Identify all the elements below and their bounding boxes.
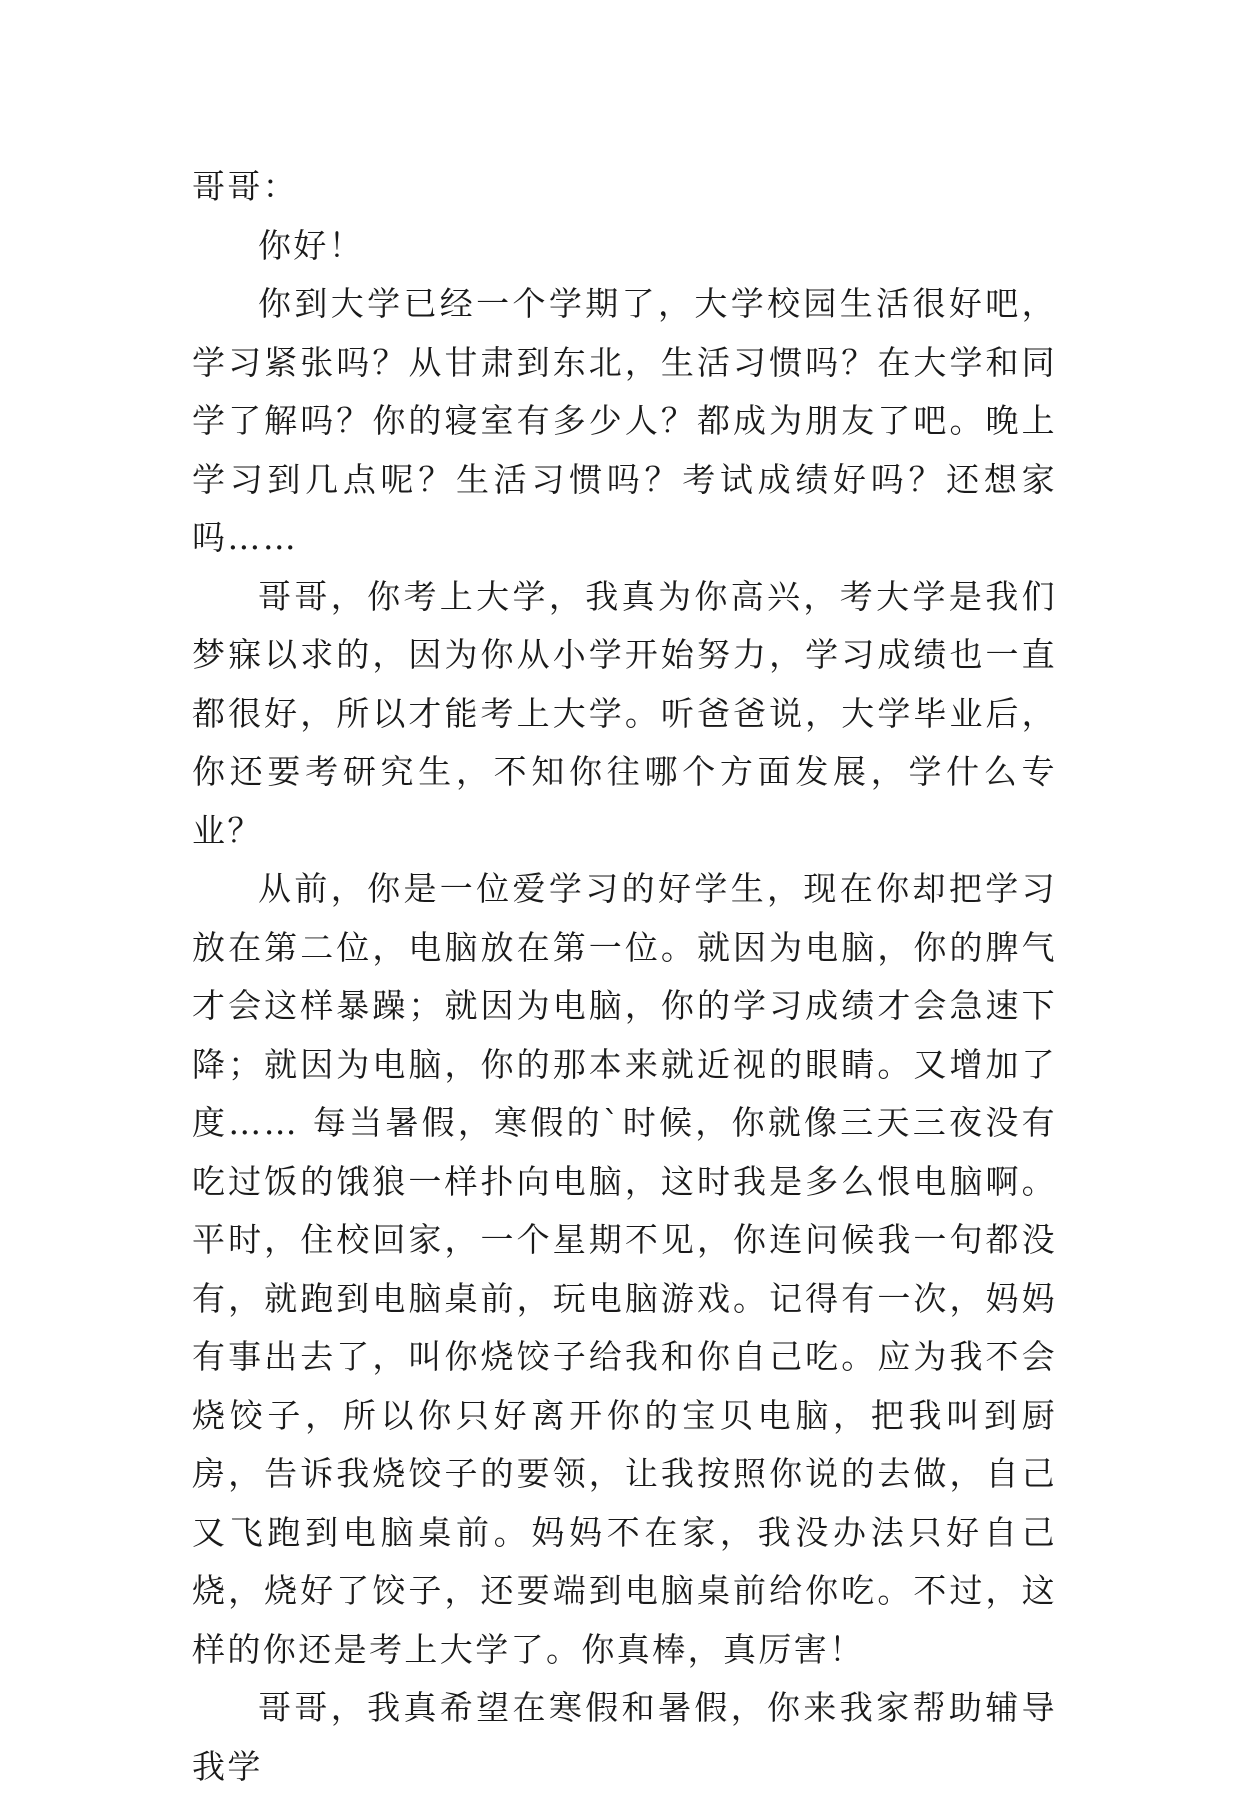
letter-body: [192, 158, 1057, 1796]
body-paragraph: 哥哥，我真希望在寒假和暑假，你来我家帮助辅导我学: [192, 1688, 1057, 1786]
body-paragraph: 从前，你是一位爱学习的好学生，现在你却把学习放在第二位，电脑放在第一位。就因为电脑，你的脾气才会这样暴躁；就因为电脑，你的学习成绩才会急速下降；就因为电脑，你的那本来就近视的眼睛。又增加了度…… 每当暑假，寒假的`时候，你就像三天三夜没有吃过饭的饿狼一样扑向电脑，这时我是多么恨电脑啊。平时，住校回家，一个星期不见，你连问候我一句都没有，就跑到电脑桌前，玩电脑游戏。记得有一次，妈妈有事出去了，叫你烧饺子给我和你自己吃。应为我不会烧饺子，所以你只好离开你的宝贝电脑，把我叫到厨房，告诉我烧饺子的要领，让我按照你说的去做，自己又飞跑到电脑桌前。妈妈不在家，我没办法只好自己烧，烧好了饺子，还要端到电脑桌前给你吃。不过，这样的你还是考上大学了。你真棒，真厉害！: [192, 869, 1057, 1669]
body-paragraph: 你到大学已经一个学期了，大学校园生活很好吧，学习紧张吗？从甘肃到东北，生活习惯吗？在大学和同学了解吗？你的寝室有多少人？都成为朋友了吧。晚上学习到几点呢？生活习惯吗？考试成绩好吗？还想家吗……: [192, 284, 1057, 557]
letter-salutation: 哥哥：: [192, 167, 299, 206]
greeting-paragraph: 你好！: [258, 225, 365, 265]
body-paragraph: 哥哥，你考上大学，我真为你高兴，考大学是我们梦寐以求的，因为你从小学开始努力，学习成绩也一直都很好，所以才能考上大学。听爸爸说，大学毕业后，你还要考研究生，不知你往哪个方面发展，学什么专业？: [192, 576, 1057, 850]
